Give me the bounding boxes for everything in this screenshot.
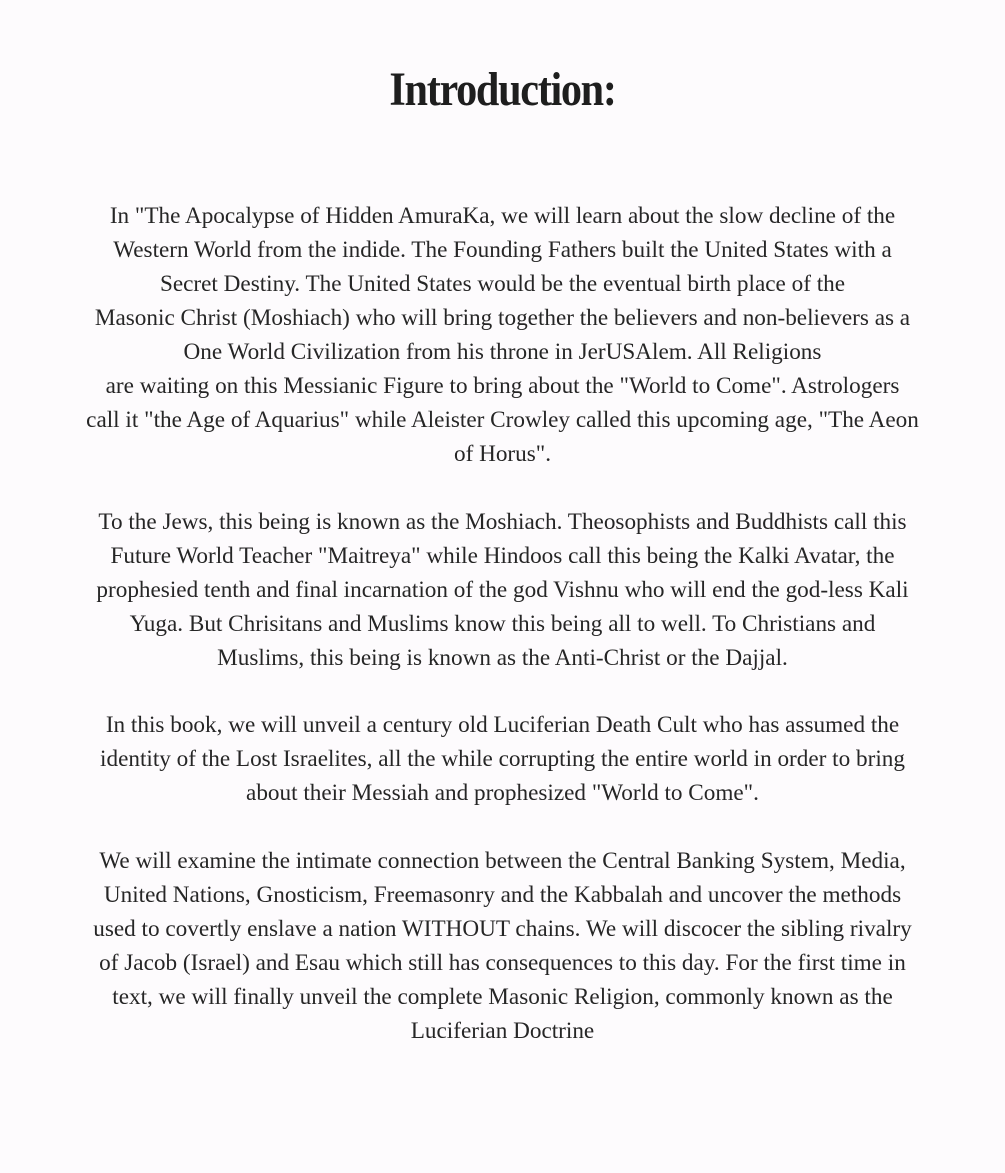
paragraph-intro [0,199,1005,471]
text-line: Muslims, this being is known as the Anti-Christ or the Dajjal. [217,645,788,671]
text-line: Luciferian Doctrine [410,1018,595,1044]
page-title: Introduction: [389,63,616,116]
text-line: In this book, we will unveil a century old Luciferian Death Cult who has assumed the [105,712,900,738]
paragraph-examination [0,844,1005,1048]
text-line: about their Messiah and prophesized "World to Come". [246,780,759,806]
text-line: United Nations, Gnosticism, Freemasonry and the Kabbalah and uncover the methods [103,882,902,908]
paragraph-book-purpose [0,708,1005,810]
text-line: text, we will finally unveil the complete Masonic Religion, commonly known as the [112,984,893,1010]
text-line: To the Jews, this being is known as the Moshiach. Theosophists and Buddhists call this [98,509,907,535]
paragraph-messianic-figures [0,505,1005,675]
text-line: of Horus". [453,441,552,467]
text-line: identity of the Lost Israelites, all the while corrupting the entire world in order to bring [100,746,905,772]
text-line: In "The Apocalypse of Hidden AmuraKa, we will learn about the slow decline of the [109,203,896,229]
text-line: We will examine the intimate connection between the Central Banking System, Media, [99,848,906,874]
text-line: are waiting on this Messianic Figure to bring about the "World to Come". Astrologers [105,373,900,399]
text-line: call it "the Age of Aquarius" while Aleister Crowley called this upcoming age, "The Aeon [86,407,919,433]
text-line: Western World from the indide. The Founding Fathers built the United States with a [113,237,892,263]
text-line: Future World Teacher "Maitreya" while Hindoos call this being the Kalki Avatar, the [110,543,895,569]
text-line: Secret Destiny. The United States would be the eventual birth place of the [159,271,846,297]
text-line: used to covertly enslave a nation WITHOUT chains. We will discocer the sibling rivalry [93,916,912,942]
text-line: One World Civilization from his throne in JerUSAlem. All Religions [183,339,822,365]
text-line: Yuga. But Chrisitans and Muslims know this being all to well. To Christians and [129,611,876,637]
text-line: of Jacob (Israel) and Esau which still has consequences to this day. For the first time in [99,950,906,976]
text-line: prophesied tenth and final incarnation of the god Vishnu who will end the god-less Kali [96,577,909,603]
text-line: Masonic Christ (Moshiach) who will bring together the believers and non-believers as a [94,305,911,331]
